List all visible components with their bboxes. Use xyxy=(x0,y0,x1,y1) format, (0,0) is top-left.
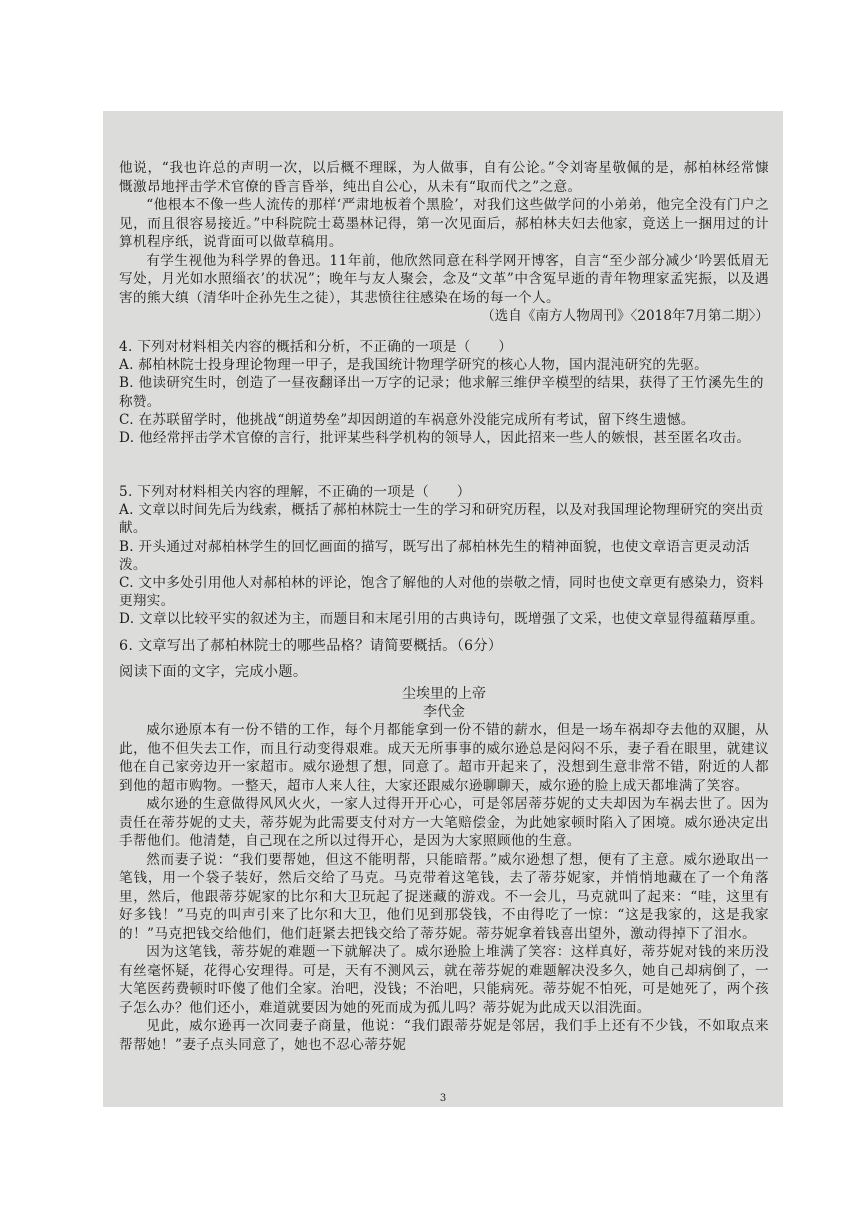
article-paragraph: 有学生视他为科学界的鲁迅。11年前，他欣然同意在科学网开博客，自言“至少部分减少‘吟罢低眉无写处，月光如水照缁衣’的状况”；晚年与友人聚会，念及“文革”中含冤早逝的青年物理家孟宪振，以及遇害的熊大缜（清华叶企孙先生之徒），其悲愤往往感染在场的每一个人。 xyxy=(119,252,769,306)
question-4-option-a: A. 郝柏林院士投身理论物理一甲子，是我国统计物理学研究的核心人物，国内混沌研究的先驱。 xyxy=(119,357,708,374)
scanned-page xyxy=(103,111,783,1107)
question-5-option-d: D. 文章以比较平实的叙述为主，而题目和末尾引用的古典诗句，既增强了文采，也使文章显得蕴藉厚重。 xyxy=(119,611,765,628)
question-6 xyxy=(119,637,769,655)
question-6-text: 6. 文章写出了郝柏林院士的哪些品格？请简要概括。（6分） xyxy=(119,638,503,654)
question-4-stem: 4. 下列对材料相关内容的概括和分析，不正确的一项是（ ） xyxy=(119,339,513,355)
story-title: 尘埃里的上帝 xyxy=(402,686,486,702)
question-4-option-b: B. 他读研究生时，创造了一昼夜翻译出一万字的记录；他求解三维伊辛模型的结果，获得了王竹溪先生的称赞。 xyxy=(119,375,764,410)
question-4 xyxy=(119,338,769,447)
question-4-option-c: C. 在苏联留学时，他挑战“朗道势垒”却因朗道的车祸意外没能完成所有考试，留下终生遗憾。 xyxy=(119,411,695,428)
story-paragraph: 因为这笔钱，蒂芬妮的难题一下就解决了。威尔逊脸上堆满了笑容：这样真好，蒂芬妮对钱的来历没有丝毫怀疑，花得心安理得。可是，天有不测风云，就在蒂芬妮的难题解决没多久，她自己却病倒了，一大笔医药费顿时吓傻了他们全家。治吧，没钱；不治吧，只能病死。蒂芬妮不怕死，可是她死了，两个孩子怎么办？他们还小，难道就要因为她的死而成为孤儿吗？蒂芬妮为此成天以泪洗面。 xyxy=(119,944,769,1016)
story-paragraph: 见此，威尔逊再一次同妻子商量，他说：“我们跟蒂芬妮是邻居，我们手上还有不少钱，不如取点来帮帮她！”妻子点头同意了，她也不忍心蒂芬妮 xyxy=(119,1018,769,1053)
article-source: （选自《南方人物周刊》〈2018年7月第二期〉） xyxy=(481,308,769,324)
question-5-option-c: C. 文中多处引用他人对郝柏林的评论，饱含了解他的人对他的崇敬之情，同时也使文章更有感染力，资料更翔实。 xyxy=(119,575,764,610)
article-top-section xyxy=(119,159,769,325)
story-paragraph: 威尔逊原本有一份不错的工作，每个月都能拿到一份不错的薪水，但是一场车祸却夺去他的双腿，从此，他不但失去工作，而且行动变得艰难。成天无所事事的威尔逊总是闷闷不乐，妻子看在眼里，就建议他在自己家旁边开一家超市。威尔逊想了想，同意了。超市开起来了，没想到生意非常不错，附近的人都到他的超市购物。一整天，超市人来人往，大家还跟威尔逊聊聊天，威尔逊的脸上成天都堆满了笑容。 xyxy=(119,722,769,794)
story-author: 李代金 xyxy=(423,704,465,720)
question-4-option-d: D. 他经常抨击学术官僚的言行，批评某些科学机构的领导人，因此招来一些人的嫉恨，甚至匿名攻击。 xyxy=(119,430,751,447)
reading-prompt: 阅读下面的文字，完成小题。 xyxy=(119,664,308,680)
story-paragraph: 威尔逊的生意做得风风火火，一家人过得开开心心，可是邻居蒂芬妮的丈夫却因为车祸去世了。因为责任在蒂芬妮的丈夫，蒂芬妮为此需要支付对方一大笔赔偿金，为此她家顿时陷入了困境。威尔逊决定出手帮他们。他清楚，自己现在之所以过得开心，是因为大家照顾他的生意。 xyxy=(119,796,769,849)
page-number: 3 xyxy=(439,1093,447,1104)
question-5-option-b: B. 开头通过对郝柏林学生的回忆画面的描写，既写出了郝柏林先生的精神面貌，也使文章语言更灵动活泼。 xyxy=(119,538,750,573)
story-paragraph: 然而妻子说：“我们要帮她，但这不能明帮，只能暗帮。”威尔逊想了想，便有了主意。威尔逊取出一笔钱，用一个袋子装好，然后交给了马克。马克带着这笔钱，去了蒂芬妮家，并悄悄地藏在了一个角落里，然后，他跟蒂芬妮家的比尔和大卫玩起了捉迷藏的游戏。不一会儿，马克就叫了起来：“哇，这里有好多钱！”马克的叫声引来了比尔和大卫，他们见到那袋钱，不由得吃了一惊：“这是我家的，这是我家的！”马克把钱交给他们，他们赶紧去把钱交给了蒂芬妮。蒂芬妮拿着钱喜出望外，激动得掉下了泪水。 xyxy=(119,851,769,942)
article-paragraph: 他说，“我也许总的声明一次，以后概不理睬，为人做事，自有公论。”令刘寄星敬佩的是，郝柏林经常慷慨激昂地抨击学术官僚的昏言昏举，纯出自公心，从未有“取而代之”之意。 xyxy=(119,160,769,195)
story-section xyxy=(119,685,769,1054)
article-paragraph: “他根本不像一些人流传的那样‘严肃地板着个黑脸’，对我们这些做学问的小弟弟，他完全没有门户之见，而且很容易接近。”中科院院士葛墨林记得，第一次见面后，郝柏林夫妇去他家，竟送上一捆用过的计算机程序纸，说背面可以做草稿用。 xyxy=(119,197,769,250)
reading-prompt-block xyxy=(119,663,769,681)
question-5 xyxy=(119,483,769,629)
question-5-option-a: A. 文章以时间先后为线索，概括了郝柏林院士一生的学习和研究历程，以及对我国理论物理研究的突出贡献。 xyxy=(119,502,764,537)
question-5-stem: 5. 下列对材料相关内容的理解，不正确的一项是（ ） xyxy=(119,484,471,500)
